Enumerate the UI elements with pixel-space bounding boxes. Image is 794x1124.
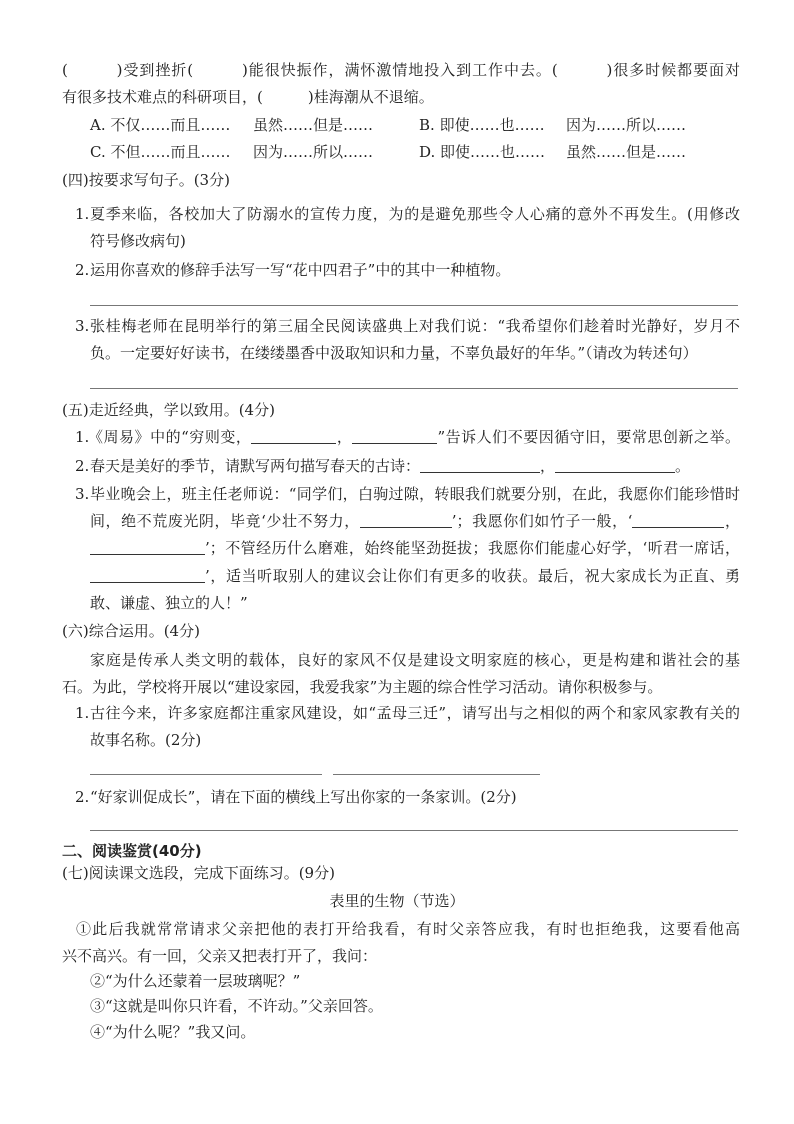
section-heading: (七)阅读课文选段，完成下面练习。(9分) — [62, 864, 335, 882]
answer-line — [90, 388, 738, 389]
option-letter: A. — [90, 116, 106, 134]
option-letter: B. — [419, 116, 435, 134]
section-heading: (六)综合运用。(4分) — [62, 622, 200, 640]
answer-blank — [632, 513, 724, 528]
item-number: 1. — [75, 428, 90, 446]
passage-paragraph-line: ④“为什么呢？”我又问。 — [90, 1023, 256, 1041]
text-segment: 春天是美好的季节，请默写两句描写春天的古诗： — [90, 457, 421, 475]
answer-line — [333, 774, 540, 775]
option-b — [419, 115, 545, 135]
question-stem-line: 有很多技术难点的科研项目，( )桂海潮从不退缩。 — [62, 88, 434, 106]
text-segment: ’；我愿你们如竹子一般，‘ — [451, 512, 633, 530]
passage-paragraph-line: 兴不高兴。有一回，父亲又把表打开了，我问： — [62, 947, 378, 965]
answer-blank — [90, 540, 205, 555]
option-first-pair: 即使……也…… — [439, 116, 545, 134]
section-heading: (五)走近经典，学以致用。(4分) — [62, 401, 275, 419]
passage-paragraph-line: ③“这就是叫你只许看，不许动。”父亲回答。 — [90, 997, 383, 1015]
item-number: 2. — [75, 457, 90, 475]
text-segment: ’，适当听取别人的建议会让你们有更多的收获。最后，祝大家成长为正直、勇 — [205, 567, 740, 585]
intro-paragraph-line: 家庭是传承人类文明的载体，良好的家风不仅是建设文明家庭的核心，更是构建和谐社会的基 — [90, 651, 740, 669]
option-a — [90, 115, 230, 135]
item-text-line: 毕业晚会上，班主任老师说：“同学们，白驹过隙，转眼我们就要分别，在此，我愿你们能珍惜时 — [90, 485, 740, 503]
text-segment: 。 — [675, 457, 691, 475]
option-a-second-pair: 虽然……但是…… — [253, 116, 374, 134]
answer-line — [90, 774, 322, 775]
item-text-line: 敢、谦虚、独立的人！” — [90, 594, 248, 612]
text-segment: ’；不管经历什么磨难，始终能坚劲挺拔；我愿你们能虚心好学，‘听君一席话， — [205, 539, 740, 557]
item-text-line: 夏季来临，各校加大了防溺水的宣传力度，为的是避免那些令人心痛的意外不再发生。(用修改 — [90, 205, 740, 223]
option-c-second-pair: 因为……所以…… — [253, 143, 374, 161]
item-text-line: “好家训促成长”，请在下面的横线上写出你家的一条家训。(2分) — [90, 788, 517, 806]
option-first-pair: 不但……而且…… — [110, 143, 231, 161]
text-segment: ， — [336, 428, 353, 446]
item-text-line — [90, 538, 740, 558]
question-stem-line: ( )受到挫折( )能很快振作，满怀激情地投入到工作中去。( )很多时候都要面对 — [62, 61, 740, 79]
item-number: 3. — [75, 317, 90, 335]
part-heading: 二、阅读鉴赏(40分) — [62, 842, 202, 860]
item-number: 2. — [75, 261, 90, 279]
answer-line — [90, 830, 738, 831]
intro-paragraph-line: 石。为此，学校将开展以“建设家园，我爱我家”为主题的综合性学习活动。请你积极参与。 — [62, 678, 663, 696]
answer-line — [90, 305, 738, 306]
answer-blank — [90, 568, 205, 583]
item-number: 1. — [75, 205, 90, 223]
text-segment: 间，绝不荒废光阴，毕竟‘少壮不努力， — [90, 512, 360, 530]
option-letter: C. — [90, 143, 106, 161]
item-text-line: 张桂梅老师在昆明举行的第三届全民阅读盛典上对我们说：“我希望你们趁着时光静好，岁月不 — [90, 317, 740, 335]
passage-paragraph-line: ②“为什么还蒙着一层玻璃呢？” — [90, 972, 301, 990]
passage-title: 表里的生物（节选） — [329, 892, 465, 910]
option-letter: D. — [419, 143, 436, 161]
item-text-line — [88, 427, 740, 447]
answer-blank — [352, 429, 437, 444]
option-first-pair: 即使……也…… — [440, 143, 546, 161]
item-number: 1. — [75, 704, 90, 722]
text-segment: ， — [540, 457, 556, 475]
answer-blank — [251, 429, 336, 444]
option-c — [90, 142, 231, 162]
item-text-line: 故事名称。(2分) — [90, 731, 202, 749]
option-d-second-pair: 虽然……但是…… — [566, 143, 687, 161]
text-segment: ”告诉人们不要因循守旧，要常思创新之举。 — [437, 428, 740, 446]
option-b-second-pair: 因为……所以…… — [566, 116, 687, 134]
item-text-line — [90, 511, 740, 531]
answer-blank — [360, 513, 452, 528]
passage-paragraph-line: ①此后我就常常请求父亲把他的表打开给我看，有时父亲答应我，有时也拒绝我，这要看他高 — [76, 920, 740, 938]
item-text-line: 古往今来，许多家庭都注重家风建设，如“孟母三迁”，请写出与之相似的两个和家风家教有关的 — [90, 704, 740, 722]
item-text-line — [90, 456, 740, 476]
text-segment: 《周易》中的“穷则变， — [88, 428, 252, 446]
option-first-pair: 不仅……而且…… — [110, 116, 231, 134]
item-text-line — [90, 566, 740, 586]
item-text-line: 符号修改病句) — [90, 232, 186, 250]
item-text-line: 负。一定要好好读书，在缕缕墨香中汲取知识和力量，不辜负最好的年华。”（请改为转述句） — [90, 344, 698, 362]
item-text-line: 运用你喜欢的修辞手法写一写“花中四君子”中的其中一种植物。 — [90, 261, 511, 279]
option-d — [419, 142, 545, 162]
item-number: 3. — [75, 485, 90, 503]
section-heading: (四)按要求写句子。(3分) — [62, 171, 230, 189]
answer-blank — [555, 458, 675, 473]
item-number: 2. — [75, 788, 90, 806]
text-segment: ， — [724, 512, 740, 530]
answer-blank — [420, 458, 540, 473]
